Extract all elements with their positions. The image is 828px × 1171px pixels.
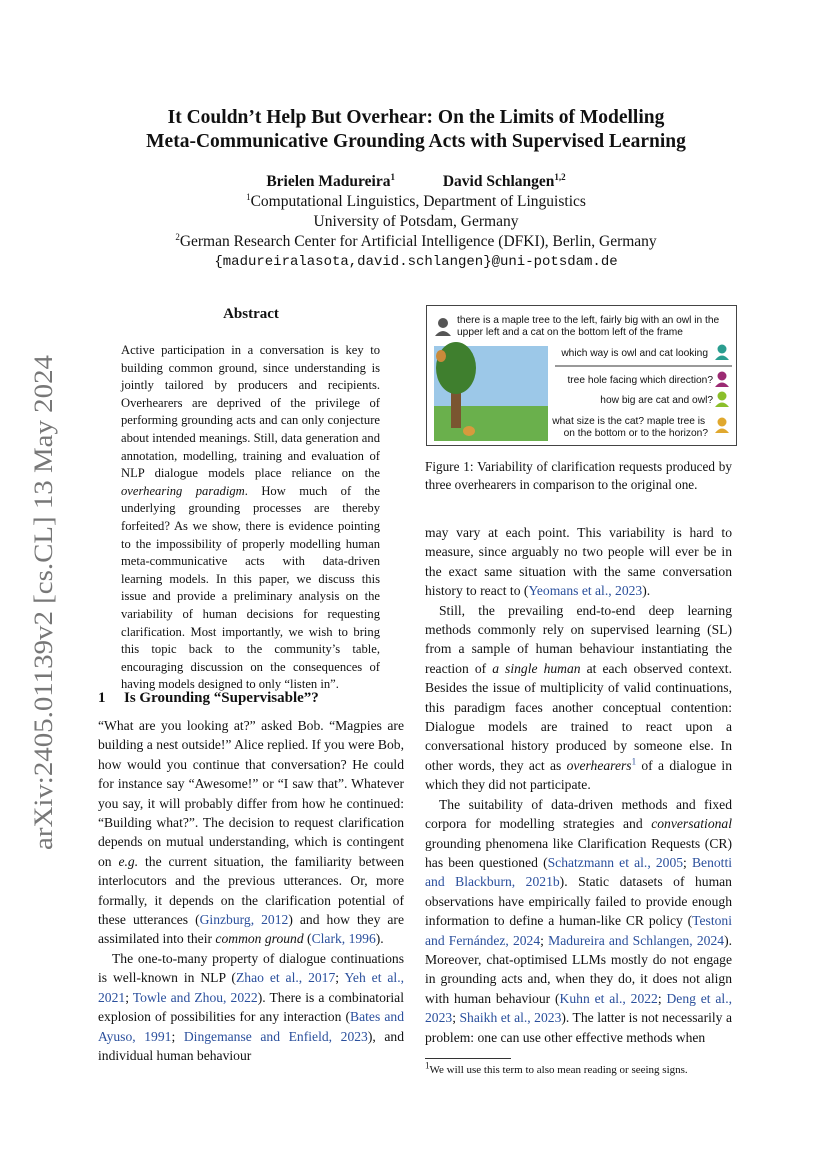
- text: ). The latter is not necessarily a problem: one can use other effective methods when: [425, 1010, 733, 1045]
- text: ;: [335, 970, 345, 986]
- person-icon-purple: [715, 372, 729, 388]
- author-names: [96, 172, 736, 192]
- text: ). There is a combinatorial explosion of possibilities for any interaction (: [98, 989, 404, 1025]
- text: grounding phenomena like Clarification Requests (CR) has been questioned (: [425, 835, 732, 870]
- citation-link[interactable]: Dingemanse and Enfield, 2023: [183, 1028, 368, 1044]
- affiliation-1-mark: 1: [246, 191, 251, 202]
- author-1-affil: 1: [390, 171, 395, 182]
- paper-title: [96, 106, 736, 154]
- original-line-1: there is a maple tree to the left, fairly big with an owl in the: [457, 315, 720, 326]
- citation-link[interactable]: Madureira and Schlangen, 2024: [548, 932, 725, 948]
- figure-1: [426, 305, 737, 446]
- footnote: [425, 1060, 732, 1077]
- person-icon-green: [715, 392, 729, 408]
- affiliation-2-mark: 2: [175, 231, 180, 242]
- citation-link[interactable]: Ginzburg, 2012: [199, 912, 289, 928]
- text: at each observed context. Besides the issue of multiplicity of valid continuations, this paradigm faces another conceptual contention: Dialogue models are trained to react upon a conversational history produced by someone else. In other words, they act as: [425, 660, 732, 773]
- citation-link[interactable]: Benotti and Blackburn, 2021b: [425, 854, 732, 890]
- text-emphasis: a single human: [492, 660, 581, 676]
- author-2-name: David Schlangen: [442, 173, 555, 190]
- citation-link[interactable]: Clark, 1996: [311, 931, 376, 947]
- owl-icon: [436, 350, 446, 362]
- footnote-marker[interactable]: 1: [631, 756, 637, 767]
- abstract-body: [121, 342, 380, 694]
- text: ;: [171, 1028, 184, 1044]
- text: ) and how they are assimilated into their: [98, 912, 404, 947]
- citation-link[interactable]: Testoni and Fernández, 2024: [425, 913, 732, 948]
- text: ;: [657, 990, 667, 1006]
- text: ;: [452, 1010, 460, 1026]
- original-line-2: upper left and a cat on the bottom left of the frame: [457, 327, 683, 338]
- affiliation-1b: University of Potsdam, Germany: [313, 213, 519, 230]
- author-2: [443, 173, 566, 190]
- citation-link[interactable]: Shaikh et al., 2023: [459, 1010, 562, 1026]
- paragraph-intro: [98, 716, 404, 949]
- paragraph-supervised-learning: [425, 601, 732, 795]
- section-number: 1: [98, 690, 106, 706]
- footnote-rule: [425, 1058, 511, 1059]
- text: ). Moreover, chat-optimised LLMs mostly do not engage in grounding acts and, when they do, it does not align with human behaviour (: [425, 932, 732, 1006]
- cr-2-text: tree hole facing which direction?: [567, 375, 713, 386]
- text: Still, the prevailing end-to-end deep learning methods commonly rely on supervised learning (SL) from a sample of human behaviour instantiating the reaction of: [425, 602, 732, 676]
- citation-link[interactable]: Kuhn et al., 2022: [559, 990, 658, 1006]
- citation-link[interactable]: Yeomans et al., 2023: [528, 583, 643, 599]
- footnote-number: 1: [425, 1060, 430, 1071]
- footnote-text: We will use this term to also mean reading or seeing signs.: [429, 1064, 688, 1076]
- person-icon-teal: [715, 345, 729, 361]
- text-emphasis: e.g.: [118, 853, 139, 869]
- arxiv-stamp: [14, 350, 62, 850]
- person-icon-orange: [715, 418, 729, 434]
- text: the current situation, the familiarity between interlocutors and the previous utterances. Or, more formally, it depends on the clarification potential of these utterances (: [98, 853, 404, 928]
- text: ;: [125, 989, 133, 1005]
- abstract-emphasis: overhearing paradigm: [121, 483, 245, 498]
- figure-caption: Figure 1: Variability of clarification requests produced by three overhearers in comparison to the original one.: [425, 459, 732, 492]
- author-2-affil: 1,2: [554, 171, 566, 182]
- abstract-text-a: Active participation in a conversation is key to building common ground, since understanding is jointly tailored by producers and recipients. Overhearers are deprived of the privilege of performing grounding acts and can only conjecture about intended meanings. Still, data generation and annotation, modelling, training and evaluation of NLP dialogue models place reliance on the: [121, 343, 380, 481]
- title-line-2: Meta-Communicative Grounding Acts with Supervised Learning: [146, 131, 686, 152]
- cr-4-line-2: on the bottom or to the horizon?: [563, 428, 708, 439]
- section-heading: [98, 690, 319, 707]
- text: The suitability of data-driven methods and fixed corpora for modelling strategies and: [425, 796, 732, 832]
- text-emphasis: conversational: [651, 816, 732, 832]
- paragraph-one-to-many: [98, 949, 404, 1065]
- section-title: Is Grounding “Supervisable”?: [124, 690, 319, 706]
- speaker-icon: [435, 318, 451, 336]
- author-1-name: Brielen Madureira: [266, 173, 391, 190]
- text: ). Static datasets of human observations have empirically failed to provide enough information to define a human-like CR policy (: [425, 874, 732, 929]
- paragraph-suitability: [425, 795, 732, 1047]
- cat-icon: [463, 426, 475, 436]
- cr-4-text: [551, 416, 708, 439]
- citation-link[interactable]: Schatzmann et al., 2005: [547, 854, 684, 870]
- paragraph-variability: [425, 523, 732, 601]
- scene-image: [434, 342, 548, 441]
- text: of a dialogue in which they did not participate.: [425, 757, 732, 793]
- author-block: [96, 172, 736, 272]
- text: may vary at each point. This variability is hard to measure, since arguably no two people will ever be in the exact same situation with the same conversation history to react to (: [425, 525, 732, 599]
- author-1: [266, 173, 395, 190]
- right-column-body: [425, 523, 732, 1047]
- abstract-heading: Abstract: [223, 306, 279, 322]
- text-emphasis: overhearers: [566, 757, 632, 773]
- text-emphasis: common ground: [215, 931, 304, 947]
- text: ;: [540, 932, 549, 948]
- arxiv-stamp-text: arXiv:2405.01139v2 [cs.CL] 13 May 2024: [29, 404, 58, 850]
- text: The one-to-many property of dialogue continuations is well-known in NLP (: [98, 950, 404, 986]
- citation-link[interactable]: Yeh et al., 2021: [98, 970, 405, 1005]
- citation-link[interactable]: Deng et al., 2023: [425, 990, 732, 1026]
- cr-4-line-1: what size is the cat? maple tree is: [552, 416, 706, 427]
- text: (: [303, 931, 312, 947]
- affiliation-2-text: German Research Center for Artificial Intelligence (DFKI), Berlin, Germany: [179, 233, 657, 250]
- citation-link[interactable]: Bates and Ayuso, 1991: [98, 1009, 404, 1044]
- cr-1-text: which way is owl and cat looking: [561, 348, 708, 359]
- affiliation-2: [96, 232, 736, 252]
- citation-link[interactable]: Towle and Zhou, 2022: [132, 989, 258, 1005]
- text: ).: [375, 931, 384, 947]
- text: ;: [683, 854, 692, 870]
- affiliation-1-text: Computational Linguistics, Department of Linguistics: [250, 193, 586, 210]
- cr-3-text: how big are cat and owl?: [600, 395, 713, 406]
- abstract-text-b: . How much of the underlying grounding processes are thereby forfeited? As we show, there is evidence pointing to the impossibility of properly modelling human meta-communicative acts with data-driven learning models. In this paper, we discuss this issue and provide a preliminary analysis on the variability of human decisions for requesting clarification. Most importantly, we wish to bring this topic back to the community’s table, encouraging discussion on the consequences of having models designed to only “listen in”.: [121, 483, 380, 692]
- original-description: [457, 315, 722, 338]
- left-column-body: [98, 716, 404, 1065]
- author-email: {madureiralasota,david.schlangen}@uni-potsdam.de: [214, 254, 618, 270]
- text: “What are you looking at?” asked Bob. “Magpies are building a nest outside!” Alice replied. If you were Bob, how would you continue that conversation? He could for instance say “Awesome!” or “I saw that”. Whatever you say, it will probably differ from how he continued: “Building what?”. The decision to request clarification depends on mutual understanding, which is contingent on: [98, 718, 404, 869]
- affiliation-1: [96, 192, 736, 212]
- text: ), and individual human behaviour: [98, 1028, 405, 1063]
- citation-link[interactable]: Zhao et al., 2017: [235, 970, 336, 986]
- title-line-1: It Couldn’t Help But Overhear: On the Limits of Modelling: [167, 107, 665, 128]
- text: ).: [642, 583, 651, 599]
